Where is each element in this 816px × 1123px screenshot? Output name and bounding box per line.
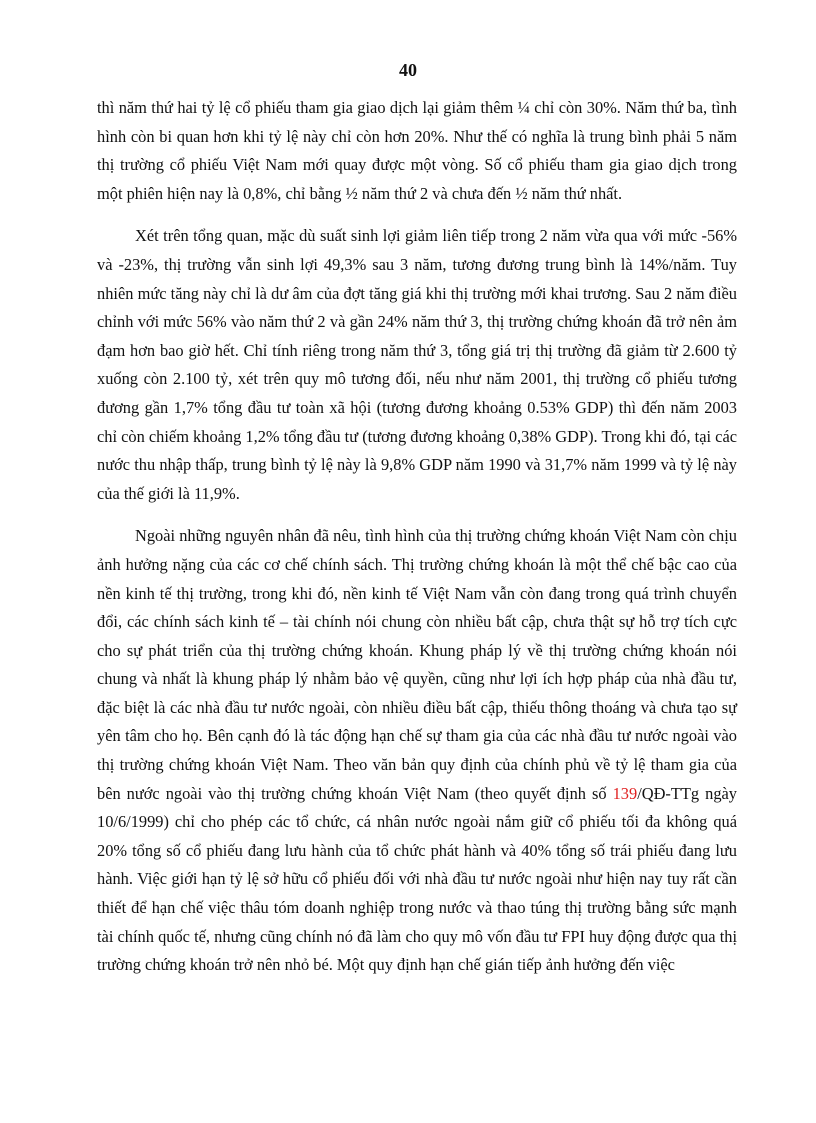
paragraph-market-overview: Xét trên tổng quan, mặc dù suất sinh lợi giảm liên tiếp trong 2 năm vừa qua với mức -56% và -23%, thị trường vẫn sinh lợi 49,3% sau 3 năm, tương đương trung bình là 14%/năm. Tuy nhiên mức tăng này chỉ là dư âm của đợt tăng giá khi thị trường mới khai trương. Sau 2 năm điều chỉnh với mức 56% vào năm thứ 2 và gần 24% năm thứ 3, thị trường chứng khoán đã trở nên ảm đạm hơn bao giờ hết. Chỉ tính riêng trong năm thứ 3, tổng giá trị thị trường đã giảm từ 2.600 tỷ xuống còn 2.100 tỷ, xét trên quy mô tương đối, nếu như năm 2001, thị trường cổ phiếu tương đương gần 1,7% tổng đầu tư toàn xã hội (tương đương khoảng 0.53% GDP) thì đến năm 2003 chỉ còn chiếm khoảng 1,2% tổng đầu tư (tương đương khoảng 0,38% GDP). Trong khi đó, tại các nước thu nhập thấp, trung bình tỷ lệ này là 9,8% GDP năm 1990 và 31,7% năm 1999 và tỷ lệ này của thế giới là 11,9%. [97,226,737,503]
paragraph-policy-causes [97,522,737,980]
paragraph-text-after-link: /QĐ-TTg ngày 10/6/1999) chỉ cho phép các tổ chức, cá nhân nước ngoài nắm giữ cổ phiếu tối đa không quá 20% tổng số cổ phiếu đang lưu hành của tổ chức phát hành và 40% tổng số trái phiếu đang lưu hành. Việc giới hạn tỷ lệ sở hữu cổ phiếu đối với nhà đầu tư nước ngoài như hiện nay tuy rất cần thiết để hạn chế việc thâu tóm doanh nghiệp trong nước và thao túng thị trường bằng sức mạnh tài chính quốc tế, nhưng cũng chính nó đã làm cho quy mô vốn đầu tư FPI huy động được qua thị trường chứng khoán trở nên nhỏ bé. Một quy định hạn chế gián tiếp ảnh hưởng đến việc [97,783,737,975]
paragraph-continued: thì năm thứ hai tỷ lệ cổ phiếu tham gia giao dịch lại giảm thêm ¼ chỉ còn 30%. Năm thứ ba, tình hình còn bi quan hơn khi tỷ lệ này chỉ còn hơn 20%. Như thế có nghĩa là trung bình phải 5 năm thị trường cổ phiếu Việt Nam mới quay được một vòng. Số cổ phiếu tham gia giao dịch trong một phiên hiện nay là 0,8%, chỉ bằng ½ năm thứ 2 và chưa đến ½ năm thứ nhất. [97,98,737,203]
decision-reference-link[interactable]: 139 [612,783,638,803]
page-number: 40 [399,60,417,80]
paragraph-text-before-link: Ngoài những nguyên nhân đã nêu, tình hình của thị trường chứng khoán Việt Nam còn chịu ảnh hưởng nặng của các cơ chế chính sách. Thị trường chứng khoán là một thể chế bậc cao của nền kinh tế thị trường, trong khi đó, nền kinh tế Việt Nam vẫn còn đang trong quá trình chuyển đổi, các chính sách kinh tế – tài chính nói chung còn nhiều bất cập, chưa thật sự hỗ trợ tích cực cho sự phát triển của thị trường chứng khoán. Khung pháp lý về thị trường chứng khoán nói chung và nhất là khung pháp lý nhằm bảo vệ quyền, cũng như lợi ích hợp pháp của nhà đầu tư, đặc biệt là các nhà đầu tư nước ngoài, còn nhiều điều bất cập, thiếu thông thoáng và chưa tạo sự yên tâm cho họ. Bên cạnh đó là tác động hạn chế sự tham gia của các nhà đầu tư nước ngoài vào thị trường chứng khoán Việt Nam. Theo văn bản quy định của chính phủ về tỷ lệ tham gia của bên nước ngoài vào thị trường chứng khoán Việt Nam (theo quyết định số [97,526,737,803]
document-body [97,94,737,980]
